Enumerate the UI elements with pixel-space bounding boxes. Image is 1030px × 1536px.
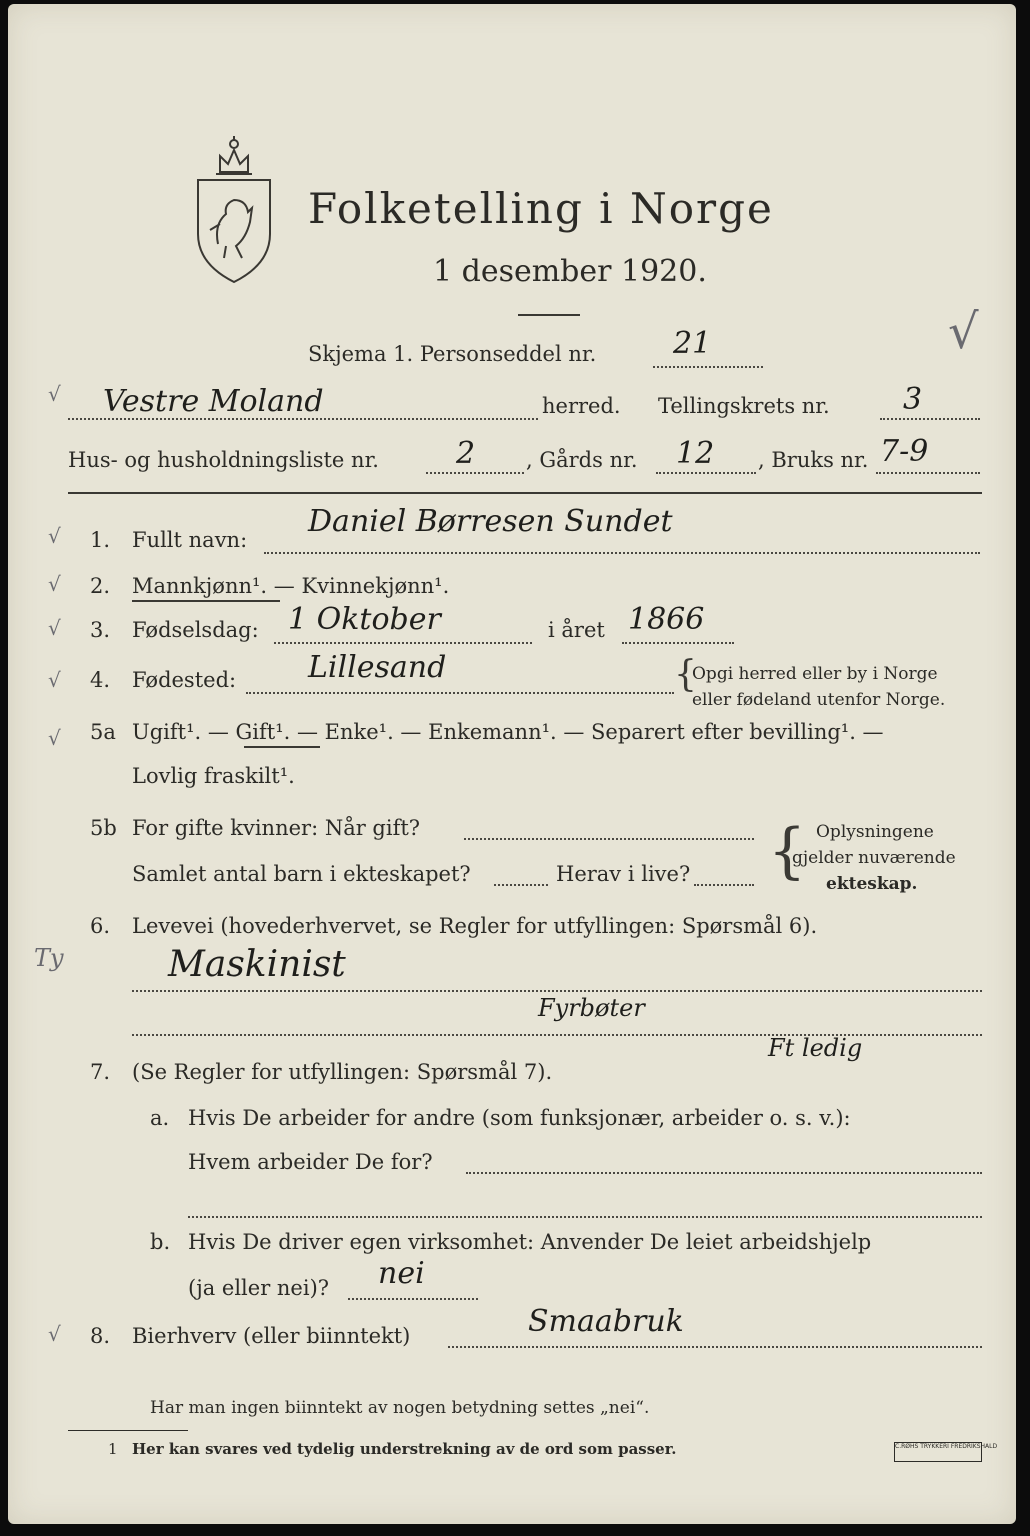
q1-number: 1. xyxy=(90,528,111,552)
form-title: Folketelling i Norge xyxy=(308,184,774,233)
q5b-note-line1: Oplysningene xyxy=(816,822,934,842)
tellingskrets-label: Tellingskrets nr. xyxy=(658,394,830,418)
q5a-number: 5a xyxy=(90,720,116,744)
birthplace-value[interactable]: Lillesand xyxy=(308,650,447,685)
gift-underline xyxy=(244,746,320,748)
full-name-value[interactable]: Daniel Børresen Sundet xyxy=(308,504,673,539)
birth-year-value[interactable]: 1866 xyxy=(628,602,705,637)
birthday-field-line xyxy=(274,642,532,644)
census-date: 1 desember 1920. xyxy=(433,254,707,289)
q5b-note-line2: gjelder nuværende xyxy=(792,848,956,868)
employer-field-line-2[interactable] xyxy=(188,1216,982,1218)
q2-number: 2. xyxy=(90,574,111,598)
norway-coat-of-arms-icon xyxy=(190,134,278,286)
birthplace-field-line xyxy=(246,692,674,694)
title-divider xyxy=(518,314,580,316)
husholdningsliste-value[interactable]: 2 xyxy=(456,436,476,471)
q7b-number: b. xyxy=(150,1230,171,1254)
year-field-line xyxy=(622,642,734,644)
q7-label: (Se Regler for utfyllingen: Spørsmål 7). xyxy=(132,1060,553,1084)
occupation-field-line xyxy=(132,990,982,992)
q3-number: 3. xyxy=(90,618,111,642)
q5b-number: 5b xyxy=(90,816,117,840)
schema-label: Skjema 1. Personseddel nr. xyxy=(308,342,597,366)
footer-note: Har man ingen biinntekt av nogen betydning settes „nei“. xyxy=(150,1398,650,1418)
male-option[interactable]: Mannkjønn¹. xyxy=(132,574,268,598)
husholdningsliste-field-line xyxy=(426,472,524,474)
q4-label: Fødested: xyxy=(132,668,237,692)
q8-label: Bierhverv (eller biinntekt) xyxy=(132,1324,411,1348)
q5b-brace: { xyxy=(768,816,807,886)
q1-field-line xyxy=(264,552,980,554)
q7a-question: Hvis De arbeider for andre (som funksjonær, arbeider o. s. v.): xyxy=(188,1106,851,1130)
footnote-number: 1 xyxy=(108,1440,118,1458)
children-count-field-line[interactable] xyxy=(494,884,548,886)
bruks-label: , Bruks nr. xyxy=(758,448,869,472)
footnote-divider xyxy=(68,1430,188,1431)
hired-help-value[interactable]: nei xyxy=(378,1256,425,1291)
check-mark-icon: √ xyxy=(48,616,61,640)
birthday-value[interactable]: 1 Oktober xyxy=(288,602,441,637)
q8-number: 8. xyxy=(90,1324,111,1348)
check-mark-icon: √ xyxy=(948,304,979,360)
personseddel-number[interactable]: 21 xyxy=(673,326,712,361)
q4-brace: { xyxy=(674,654,697,695)
year-label: i året xyxy=(548,618,605,642)
when-married-field-line[interactable] xyxy=(464,838,754,840)
printer-stamp-text: C.RØHS TRYKKERI FREDRIKSHALD xyxy=(895,1443,998,1450)
q7a-employer-label: Hvem arbeider De for? xyxy=(188,1150,433,1174)
q7a-number: a. xyxy=(150,1106,170,1130)
hired-help-field-line xyxy=(348,1298,478,1300)
header-separator xyxy=(68,492,982,494)
q4-note-line1: Opgi herred eller by i Norge xyxy=(692,664,938,684)
marital-status-options: Ugift¹. — Gift¹. — Enke¹. — Enkemann¹. — Separert efter bevilling¹. — xyxy=(132,720,884,744)
gards-label: , Gårds nr. xyxy=(526,448,638,472)
q2-sex-options xyxy=(132,574,449,598)
q6-label: Levevei (hovederhvervet, se Regler for utfyllingen: Spørsmål 6). xyxy=(132,914,818,938)
q6-number: 6. xyxy=(90,914,111,938)
check-mark-icon: √ xyxy=(48,668,61,692)
q5b-alive-label: Herav i live? xyxy=(556,862,691,886)
q3-label: Fødselsdag: xyxy=(132,618,259,642)
q7-number: 7. xyxy=(90,1060,111,1084)
check-mark-icon: √ xyxy=(48,382,61,406)
occupation-value[interactable]: Maskinist xyxy=(168,944,346,985)
tellingskrets-field-line xyxy=(880,418,980,420)
check-mark-icon: √ xyxy=(48,726,61,750)
gards-field-line xyxy=(656,472,756,474)
bruks-value[interactable]: 7-9 xyxy=(880,434,929,469)
side-income-field-line xyxy=(448,1346,982,1348)
sex-separator: — xyxy=(267,574,302,598)
husholdningsliste-label: Hus- og husholdningsliste nr. xyxy=(68,448,379,472)
q1-label: Fullt navn: xyxy=(132,528,248,552)
herred-value[interactable]: Vestre Moland xyxy=(103,384,324,419)
check-mark-icon: √ xyxy=(48,1322,61,1346)
personseddel-field-line xyxy=(653,366,763,368)
marital-status-options-line2: Lovlig fraskilt¹. xyxy=(132,764,295,788)
side-income-value[interactable]: Smaabruk xyxy=(528,1304,684,1339)
employer-field-line[interactable] xyxy=(466,1172,982,1174)
footnote-text: Her kan svares ved tydelig understrekning av de ord som passer. xyxy=(132,1440,677,1458)
q5b-when-married: For gifte kvinner: Når gift? xyxy=(132,816,421,840)
printer-stamp xyxy=(894,1442,998,1462)
male-underline xyxy=(132,600,280,602)
check-mark-icon: √ xyxy=(48,572,61,596)
q7b-question: Hvis De driver egen virksomhet: Anvender De leiet arbeidshjelp xyxy=(188,1230,872,1254)
herred-label: herred. xyxy=(542,394,621,418)
q5b-children-label: Samlet antal barn i ekteskapet? xyxy=(132,862,471,886)
tellingskrets-value[interactable]: 3 xyxy=(903,382,923,417)
q7b-label: (ja eller nei)? xyxy=(188,1276,330,1300)
gards-value[interactable]: 12 xyxy=(676,436,715,471)
q4-note-line2: eller fødeland utenfor Norge. xyxy=(692,690,946,710)
bruks-field-line xyxy=(876,472,980,474)
check-mark-icon: √ xyxy=(48,524,61,548)
census-form xyxy=(8,4,1016,1524)
female-option[interactable]: Kvinnekjønn¹. xyxy=(301,574,450,598)
q4-number: 4. xyxy=(90,668,111,692)
occupation-annotation-1: Fyrbøter xyxy=(538,994,645,1022)
margin-note: Ty xyxy=(34,944,64,972)
q5b-note-line3: ekteskap. xyxy=(826,874,918,894)
occupation-annotation-2: Ft ledig xyxy=(768,1034,863,1062)
children-alive-field-line[interactable] xyxy=(694,884,754,886)
